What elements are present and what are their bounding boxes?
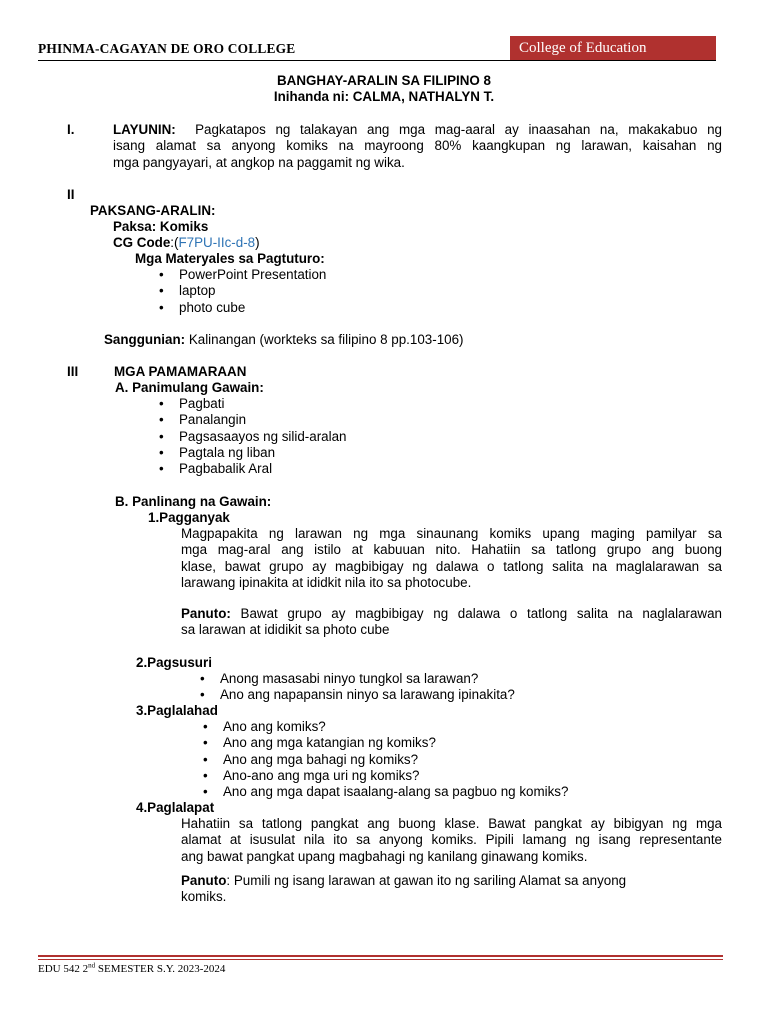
list-item: • Anong masasabi ninyo tungkol sa larawan? xyxy=(198,671,515,687)
footer-divider-thin xyxy=(38,959,723,960)
list-item: • PowerPoint Presentation xyxy=(157,267,326,283)
list-item: • Pagsasaayos ng silid-aralan xyxy=(157,429,346,445)
materials-heading: Mga Materyales sa Pagtuturo: xyxy=(135,251,325,266)
reference-label: Sanggunian: xyxy=(104,332,186,347)
panimulang-heading: A. Panimulang Gawain: xyxy=(115,380,264,395)
footer-course: EDU 542 2 xyxy=(38,963,89,975)
header-divider xyxy=(38,60,716,61)
footer-semester: SEMESTER S.Y. 2023-2024 xyxy=(95,963,226,975)
pagganyak-line-1: Magpapakita ng larawan ng mga sinaunang komiks upang maging pamilyar sa xyxy=(181,526,722,541)
list-item: • Ano ang napapansin ninyo sa larawang ipinakita? xyxy=(198,687,515,703)
list-item: • photo cube xyxy=(157,300,326,316)
department-badge: College of Education xyxy=(510,36,716,61)
list-item: • Ano-ano ang mga uri ng komiks? xyxy=(201,768,568,784)
cg-code xyxy=(113,235,260,251)
paglalapat-line-3: ang bawat pangkat upang magbahagi ng kanilang ginawang komiks. xyxy=(181,848,588,864)
paglalapat-body xyxy=(181,816,722,865)
pagganyak-line-2: mga mag-aral ang istilo at kabuuan nito. Hahatiin sa tatlong grupo ang buong xyxy=(181,542,722,558)
cg-code-label: CG Code xyxy=(113,235,171,250)
pagganyak-panuto xyxy=(181,606,722,639)
footer-sup: nd xyxy=(88,961,96,970)
list-item: • Pagbati xyxy=(157,396,346,412)
doc-author: Inihanda ni: CALMA, NATHALYN T. xyxy=(273,89,495,104)
pagganyak-line-3: klase, bawat grupo ay magbibigay ng dalawa o tatlong salita na maglalarawan sa xyxy=(181,558,722,574)
college-name: PHINMA-CAGAYAN DE ORO COLLEGE xyxy=(38,41,296,56)
panuto-label: Panuto: xyxy=(181,606,231,621)
cg-code-link[interactable]: F7PU-IIc-d-8 xyxy=(178,235,256,250)
list-item: • Ano ang mga katangian ng komiks? xyxy=(201,735,568,751)
list-item: • Panalangin xyxy=(157,412,346,428)
list-item: • Ano ang mga bahagi ng komiks? xyxy=(201,752,568,768)
list-item: • Pagtala ng liban xyxy=(157,445,346,461)
footer-divider xyxy=(38,955,723,957)
list-item: • Pagbabalik Aral xyxy=(157,461,346,477)
panuto-line-2: komiks. xyxy=(181,889,227,905)
objective-line-3: mga pangyayari, at angkop na paggamit ng wika. xyxy=(113,154,405,170)
section-1-numeral: I. xyxy=(67,122,75,137)
panuto-line-2: sa larawan at ididikit sa photo cube xyxy=(181,622,390,638)
layunin-label: LAYUNIN: xyxy=(113,122,176,137)
footer-text xyxy=(38,963,225,976)
section-3-heading: MGA PAMAMARAAN xyxy=(114,364,247,379)
paksa: Paksa: Komiks xyxy=(113,219,209,234)
list-item: • Ano ang komiks? xyxy=(201,719,568,735)
pagsusuri-heading: 2.Pagsusuri xyxy=(136,655,212,670)
section-3-numeral: III xyxy=(67,364,79,379)
section-2-heading: PAKSANG-ARALIN: xyxy=(90,203,216,218)
reference xyxy=(104,332,464,348)
cg-code-close: ) xyxy=(255,235,260,250)
materials-list xyxy=(157,267,326,316)
objective-line-1: Pagkatapos ng talakayan ang mga mag-aaral ay inaasahan na, makakabuo ng xyxy=(195,122,722,137)
panuto-line-1: : Pumili ng isang larawan at gawan ito ng sariling Alamat sa anyong xyxy=(226,873,627,888)
cg-code-open: :( xyxy=(170,235,179,250)
list-item: • Ano ang mga dapat isaalang-alang sa pagbuo ng komiks? xyxy=(201,784,568,800)
pagsusuri-list xyxy=(198,671,515,704)
panlinang-heading: B. Panlinang na Gawain: xyxy=(115,494,272,509)
paglalahad-heading: 3.Paglalahad xyxy=(136,703,218,718)
pagganyak-line-4: larawang ipinakita at ididkit nila ito sa photocube. xyxy=(181,574,472,590)
pagganyak-heading: 1.Pagganyak xyxy=(148,510,230,525)
reference-text: Kalinangan (workteks sa filipino 8 pp.103-106) xyxy=(188,332,464,347)
paglalapat-line-1: Hahatiin sa tatlong pangkat ang buong klase. Bawat pangkat ay bibigyan ng mga xyxy=(181,816,722,831)
list-item: • laptop xyxy=(157,283,326,299)
doc-title: BANGHAY-ARALIN SA FILIPINO 8 xyxy=(276,73,492,88)
section-1-objective xyxy=(113,122,722,171)
paglalapat-line-2: alamat at isusulat nila ito sa anyong komiks. Pipili lamang ng isang representante xyxy=(181,832,722,848)
section-2-numeral: II xyxy=(67,187,75,202)
objective-line-2: isang alamat sa anyong komiks na mayroong 80% kaangkupan ng larawan, kaisahan ng xyxy=(113,138,722,154)
panuto-label: Panuto xyxy=(181,873,227,888)
paglalapat-heading: 4.Paglalapat xyxy=(136,800,215,815)
paglalapat-panuto xyxy=(181,873,722,906)
panuto-line-1: Bawat grupo ay magbibigay ng dalawa o tatlong salita na naglalarawan xyxy=(240,606,722,621)
panimulang-list xyxy=(157,396,346,477)
pagganyak-body xyxy=(181,526,722,591)
paglalahad-list xyxy=(201,719,568,800)
